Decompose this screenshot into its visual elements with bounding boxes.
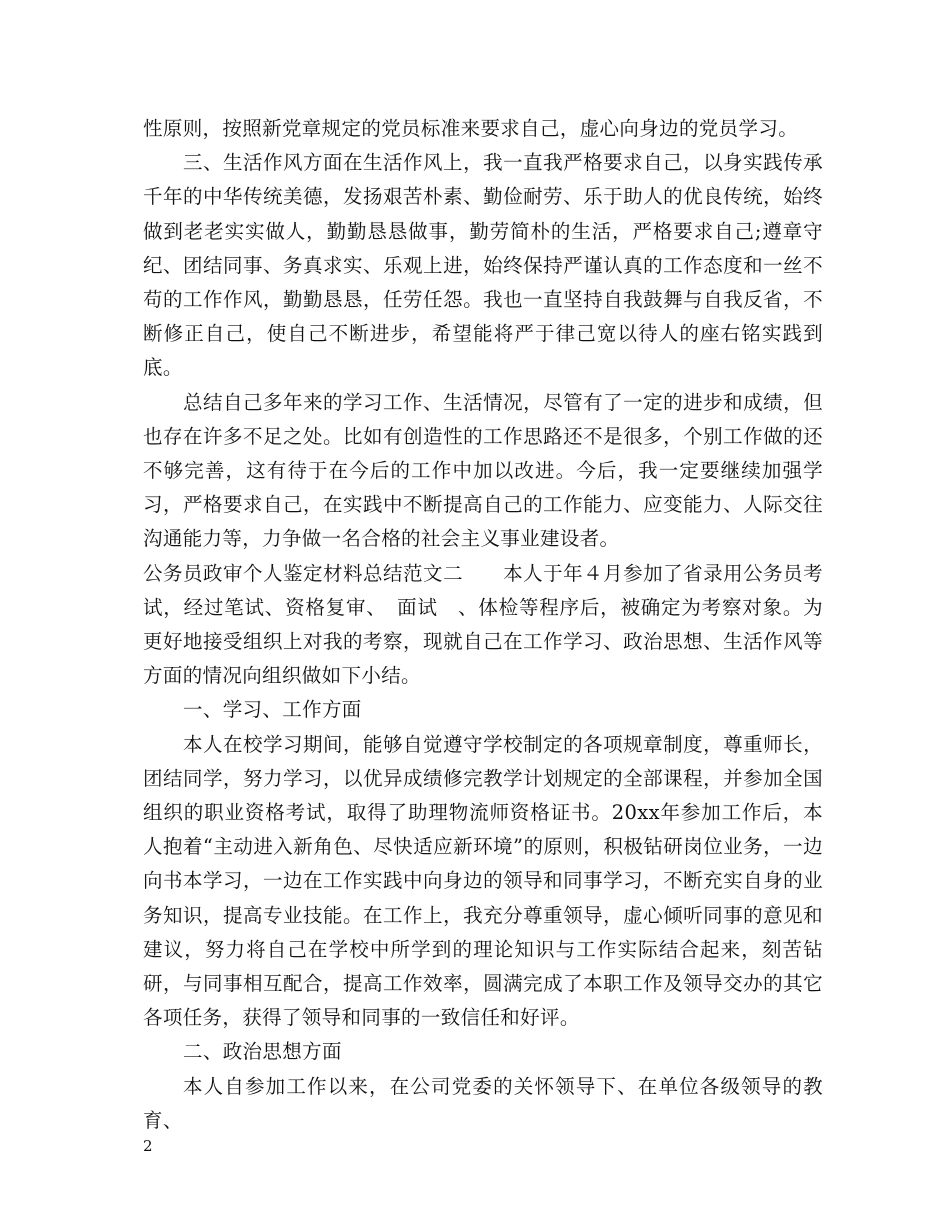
section-heading-political-thought: 二、政治思想方面 bbox=[183, 1040, 342, 1064]
paragraph-lifestyle: 三、生活作风方面在生活作风上，我一直我严格要求自己，以身实践传承千年的中华传统美德，发扬艰苦朴素、勤俭耐劳、乐于助人的优良传统，始终做到老老实实做人，勤勤恳恳做事，勤劳简朴的生活，严格要求自己;遵章守纪、团结同事、务真求实、乐观上进，始终保持严谨认真的工作态度和一丝不苟的工作作风，勤勤恳恳，任劳任怨。我也一直坚持自我鼓舞与自我反省，不断修正自己，使自己不断进步，希望能将严于律己宽以待人的座右铭实践到底。 bbox=[143, 151, 823, 380]
paragraph-sample-two-intro: 公务员政审个人鉴定材料总结范文二 本人于年４月参加了省录用公务员考试，经过笔试、资格复审、 面试 、体检等程序后，被确定为考察对象。为更好地接受组织上对我的考察，现就自己在工作学习、政治思想、生活作风等方面的情况向组织做如下小结。 bbox=[143, 561, 823, 688]
paragraph-political-thought: 本人自参加工作以来，在公司党委的关怀领导下、在单位各级领导的教育、 bbox=[143, 1074, 823, 1132]
paragraph-summary: 总结自己多年来的学习工作、生活情况，尽管有了一定的进步和成绩，但也存在许多不足之处。比如有创造性的工作思路还不是很多，个别工作做的还不够完善，这有待于在今后的工作中加以改进。今后，我一定要继续加强学习，严格要求自己，在实践中不断提高自己的工作能力、应变能力、人际交往沟通能力等，力争做一名合格的社会主义事业建设者。 bbox=[143, 390, 823, 551]
page-number: 2 bbox=[143, 1137, 153, 1155]
section-heading-study-work: 一、学习、工作方面 bbox=[183, 698, 362, 722]
document-body bbox=[143, 112, 823, 1138]
paragraph-party-principle: 性原则，按照新党章规定的党员标准来要求自己，虚心向身边的党员学习。 bbox=[143, 117, 799, 140]
paragraph-study-work: 本人在校学习期间，能够自觉遵守学校制定的各项规章制度，尊重师长，团结同学，努力学习，以优异成绩修完教学计划规定的全部课程，并参加全国组织的职业资格考试，取得了助理物流师资格证书。20xx年参加工作后，本人抱着“主动进入新角色、尽快适应新环境”的原则，积极钻研岗位业务，一边向书本学习，一边在工作实践中向身边的领导和同事学习，不断充实自身的业务知识，提高专业技能。在工作上，我充分尊重领导，虚心倾听同事的意见和建议，努力将自己在学校中所学到的理论知识与工作实际结合起来，刻苦钻研，与同事相互配合，提高工作效率，圆满完成了本职工作及领导交办的其它各项任务，获得了领导和同事的一致信任和好评。 bbox=[143, 732, 823, 1030]
